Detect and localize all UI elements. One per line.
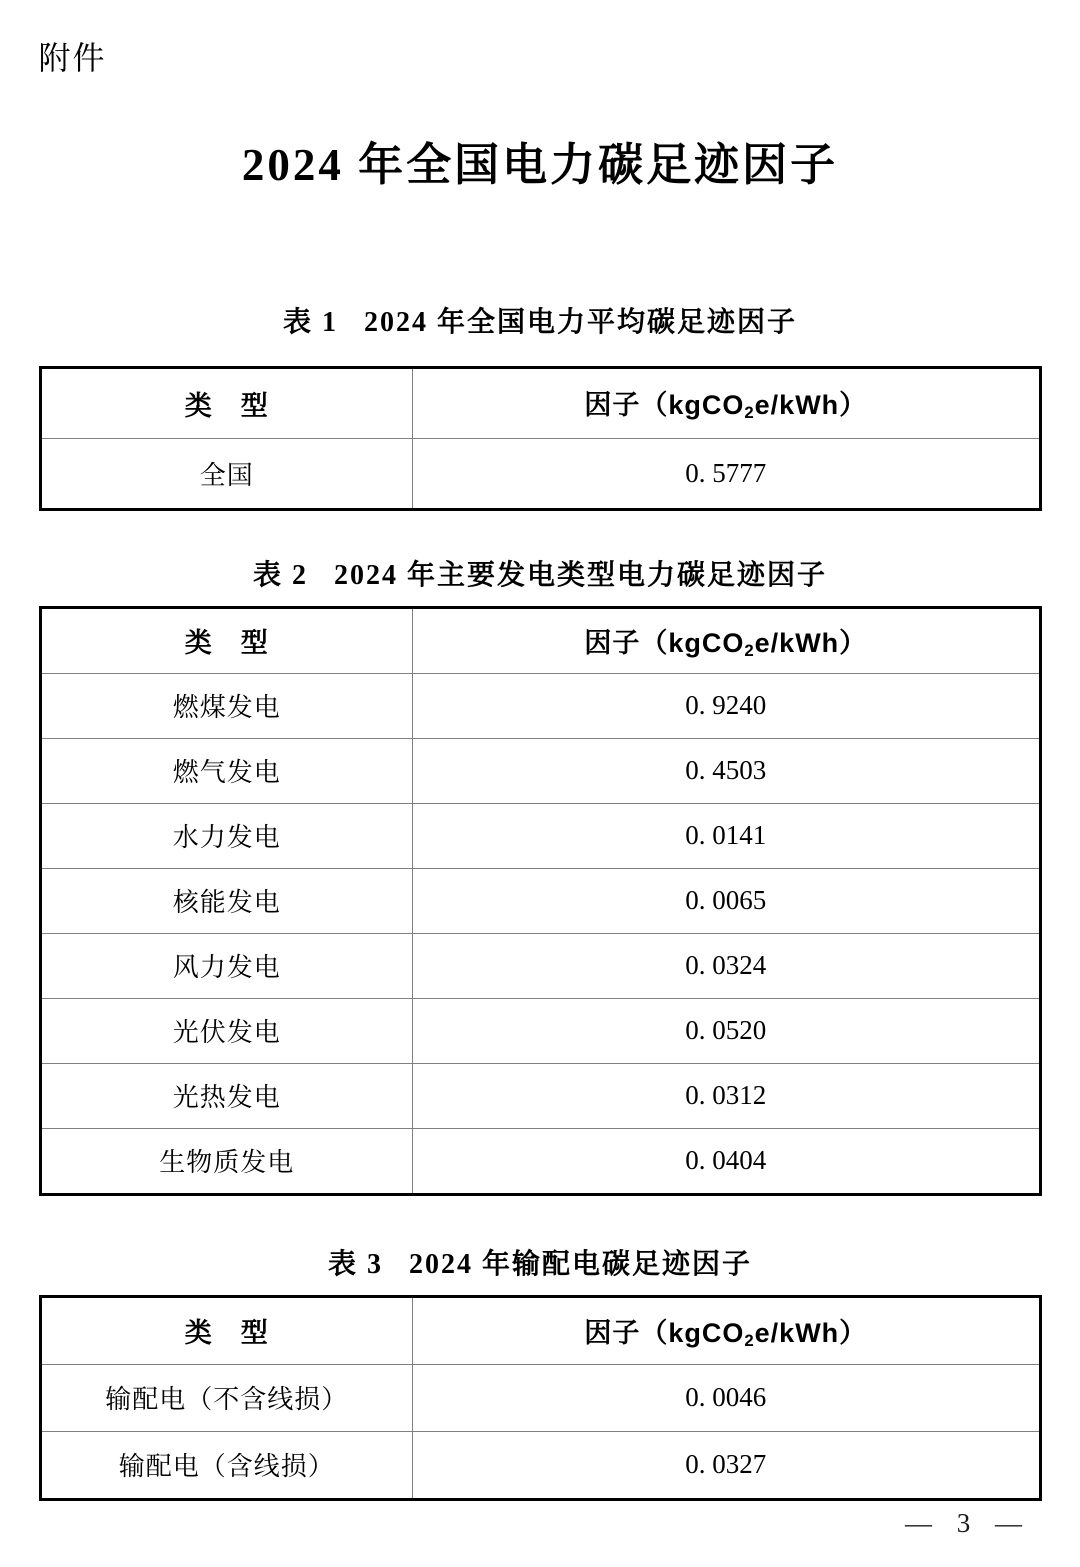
factor-unit-suffix: e/kWh） bbox=[754, 627, 868, 658]
type-cell: 风力发电 bbox=[40, 933, 413, 998]
type-cell: 光伏发电 bbox=[40, 998, 413, 1063]
table2-header-row bbox=[40, 607, 1040, 673]
table2-generation-type-factors bbox=[39, 606, 1042, 1196]
factor-unit-prefix: 因子（kgCO bbox=[584, 1317, 745, 1348]
factor-unit-suffix: e/kWh） bbox=[754, 1317, 868, 1348]
table2-caption-title: 2024 年主要发电类型电力碳足迹因子 bbox=[334, 559, 828, 591]
table1-header-row bbox=[40, 367, 1040, 438]
table2-row-gas bbox=[40, 738, 1040, 803]
table3-column-header-type: 类 型 bbox=[40, 1296, 413, 1364]
table2-row-solar-thermal bbox=[40, 1063, 1040, 1128]
type-cell: 输配电（不含线损） bbox=[40, 1364, 413, 1431]
document-page bbox=[39, 0, 1042, 1501]
type-cell: 输配电（含线损） bbox=[40, 1431, 413, 1499]
table1-column-header-type: 类 型 bbox=[40, 367, 413, 438]
attachment-label: 附件 bbox=[38, 40, 107, 76]
table2-caption bbox=[39, 553, 1042, 593]
table2-column-header-factor bbox=[413, 607, 1041, 673]
table3-column-header-factor bbox=[413, 1296, 1041, 1364]
factor-cell: 0. 0404 bbox=[413, 1128, 1041, 1194]
type-cell: 全国 bbox=[40, 438, 413, 509]
type-cell: 光热发电 bbox=[40, 1063, 413, 1128]
table2-row-wind bbox=[40, 933, 1040, 998]
table3-caption-label: 表 3 bbox=[327, 1248, 383, 1280]
page-title: 2024 年全国电力碳足迹因子 bbox=[241, 140, 839, 190]
factor-cell: 0. 0327 bbox=[413, 1431, 1041, 1499]
table1-column-header-factor bbox=[413, 367, 1041, 438]
factor-unit-prefix: 因子（kgCO bbox=[584, 390, 745, 421]
factor-cell: 0. 5777 bbox=[413, 438, 1041, 509]
table3-row-excl-line-loss bbox=[40, 1364, 1040, 1431]
type-cell: 水力发电 bbox=[40, 803, 413, 868]
table1-caption-label: 表 1 bbox=[282, 306, 338, 338]
factor-cell: 0. 0065 bbox=[413, 868, 1041, 933]
type-cell: 核能发电 bbox=[40, 868, 413, 933]
table2-caption-label: 表 2 bbox=[252, 559, 308, 591]
factor-cell: 0. 9240 bbox=[413, 673, 1041, 738]
table2-row-biomass bbox=[40, 1128, 1040, 1194]
table1-national-average-factors bbox=[39, 366, 1042, 511]
page-number: — 3 — bbox=[905, 1508, 1022, 1538]
type-cell: 燃气发电 bbox=[40, 738, 413, 803]
table3-caption bbox=[39, 1242, 1042, 1282]
table1-caption-title: 2024 年全国电力平均碳足迹因子 bbox=[364, 306, 798, 338]
table2-row-coal bbox=[40, 673, 1040, 738]
table2-column-header-type: 类 型 bbox=[40, 607, 413, 673]
table3-row-incl-line-loss bbox=[40, 1431, 1040, 1499]
table2-row-solar-pv bbox=[40, 998, 1040, 1063]
table3-header-row bbox=[40, 1296, 1040, 1364]
co2-subscript: 2 bbox=[744, 640, 755, 660]
factor-cell: 0. 4503 bbox=[413, 738, 1041, 803]
factor-cell: 0. 0046 bbox=[413, 1364, 1041, 1431]
type-cell: 燃煤发电 bbox=[40, 673, 413, 738]
table2-row-nuclear bbox=[40, 868, 1040, 933]
factor-unit-suffix: e/kWh） bbox=[754, 390, 868, 421]
co2-subscript: 2 bbox=[744, 1330, 755, 1350]
factor-cell: 0. 0141 bbox=[413, 803, 1041, 868]
factor-cell: 0. 0324 bbox=[413, 933, 1041, 998]
factor-cell: 0. 0312 bbox=[413, 1063, 1041, 1128]
table3-transmission-distribution-factors bbox=[39, 1295, 1042, 1501]
table1-caption bbox=[39, 300, 1042, 340]
table3-caption-title: 2024 年输配电碳足迹因子 bbox=[409, 1248, 753, 1280]
type-cell: 生物质发电 bbox=[40, 1128, 413, 1194]
table1-row-national bbox=[40, 438, 1040, 509]
factor-cell: 0. 0520 bbox=[413, 998, 1041, 1063]
factor-unit-prefix: 因子（kgCO bbox=[584, 627, 745, 658]
table2-row-hydro bbox=[40, 803, 1040, 868]
co2-subscript: 2 bbox=[744, 403, 755, 423]
